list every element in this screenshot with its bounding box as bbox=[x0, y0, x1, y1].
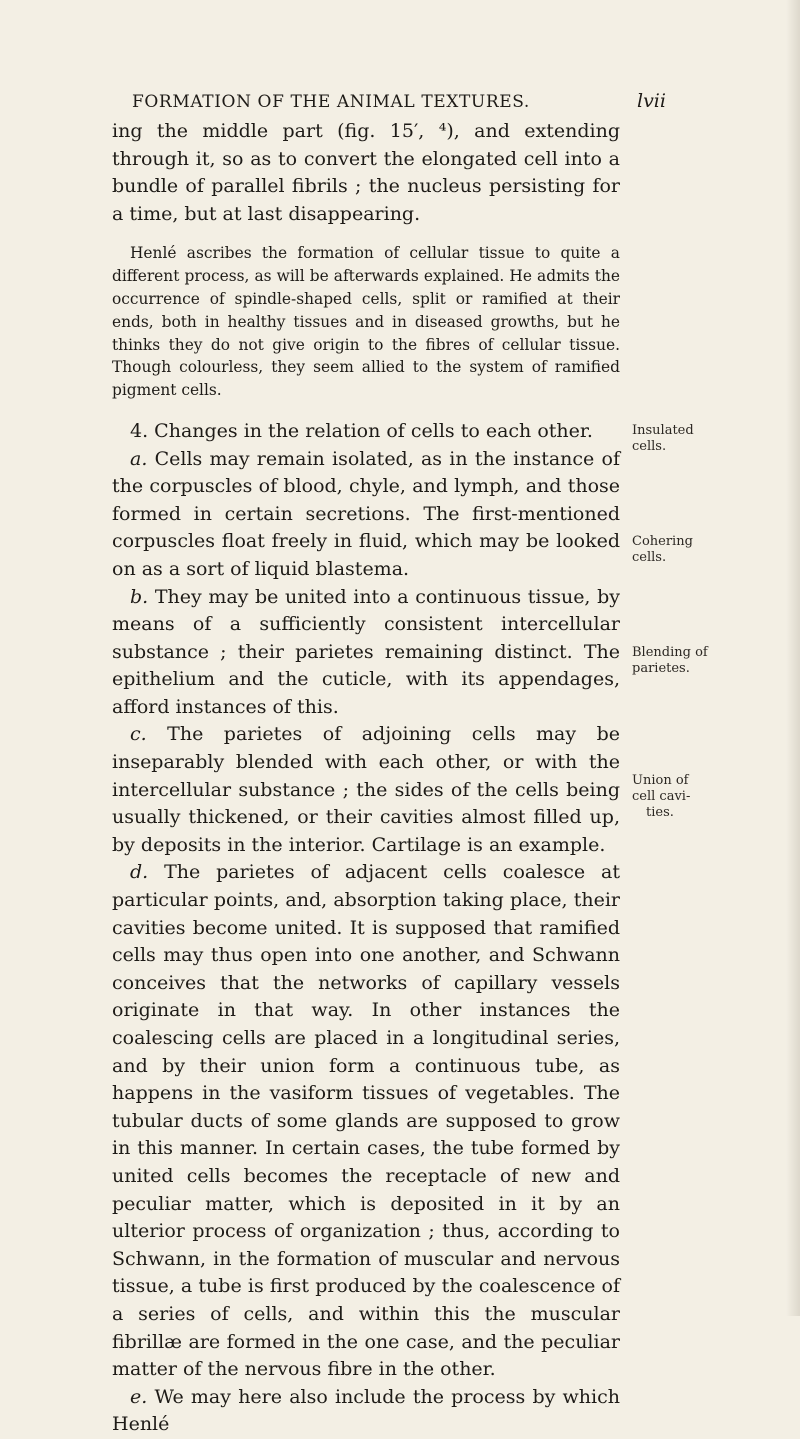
main-text bbox=[112, 118, 620, 1439]
section-heading: 4. Changes in the relation of cells to each other. bbox=[130, 419, 593, 442]
margin-note-union-of-cell-cavities: Union of cell cavi- ties. bbox=[632, 773, 691, 820]
paragraph-c-label: c. bbox=[130, 723, 147, 746]
page-number: lvii bbox=[637, 90, 666, 112]
paragraph-b-label: b. bbox=[130, 585, 149, 608]
paragraph-a-text: Cells may remain isolated, as in the instance of the corpuscles of blood, chyle, and lymph, and those formed in certain secretions. The first-mentioned corpuscles float freely in fluid, which may be looked on as a sort of liquid blastema. bbox=[112, 447, 620, 580]
paragraph-d bbox=[112, 859, 620, 1383]
margin-note-blending-of-parietes: Blending of parietes. bbox=[632, 645, 708, 676]
paragraph-b-text: They may be united into a continuous tissue, by means of a sufficiently consistent intercellular substance ; their parietes remaining distinct. The epithelium and the cuticle, with its appendages, afford instances of this. bbox=[112, 585, 620, 718]
page-edge-shadow bbox=[786, 0, 800, 1316]
paragraph-a bbox=[112, 446, 620, 584]
paragraph-c-text: The parietes of adjoining cells may be inseparably blended with each other, or with the intercellular substance ; the sides of the cells being usually thickened, or their cavities almost filled up, by deposits in the interior. Cartilage is an example. bbox=[112, 723, 620, 856]
paragraph-e-label: e. bbox=[130, 1385, 148, 1408]
running-head-title: FORMATION OF THE ANIMAL TEXTURES. bbox=[132, 92, 530, 112]
margin-note-cohering-cells: Cohering cells. bbox=[632, 534, 693, 565]
paragraph-a-label: a. bbox=[130, 447, 148, 470]
margin-note-insulated-cells: Insulated cells. bbox=[632, 423, 694, 454]
paragraph-e bbox=[112, 1384, 620, 1439]
paragraph-d-label: d. bbox=[130, 861, 149, 884]
paragraph-b bbox=[112, 584, 620, 722]
paragraph-c bbox=[112, 721, 620, 859]
paragraph-e-text: We may here also include the process by which Henlé bbox=[112, 1385, 620, 1436]
continuation-paragraph: ing the middle part (fig. 15′, ⁴), and extending through it, so as to convert the elongated cell into a bundle of parallel fibrils ; the nucleus persisting for a time, but at last disappearing. bbox=[112, 120, 620, 225]
note-paragraph: Henlé ascribes the formation of cellular tissue to quite a different process, as will be afterwards explained. He admits the occurrence of spindle-shaped cells, split or ramified at their ends, both in healthy tissues and in diseased growths, but he thinks they do not give origin to the fibres of cellular tissue. Though colourless, they seem allied to the system of ramified pigment cells. bbox=[112, 244, 620, 400]
paragraph-d-text: The parietes of adjacent cells coalesce at particular points, and, absorption taking place, their cavities become united. It is supposed that ramified cells may thus open into one another, and Schwann conceives that the networks of capillary vessels originate in that way. In other instances the coalescing cells are placed in a longitudinal series, and by their union form a continuous tube, as happens in the vasiform tissues of vegetables. The tubular ducts of some glands are supposed to grow in this manner. In certain cases, the tube formed by united cells becomes the receptacle of new and peculiar matter, which is deposited in it by an ulterior process of organization ; thus, according to Schwann, in the formation of muscular and nervous tissue, a tube is first produced by the coalescence of a series of cells, and within this the muscular fibrillæ are formed in the one case, and the peculiar matter of the nervous fibre in the other. bbox=[112, 861, 620, 1381]
